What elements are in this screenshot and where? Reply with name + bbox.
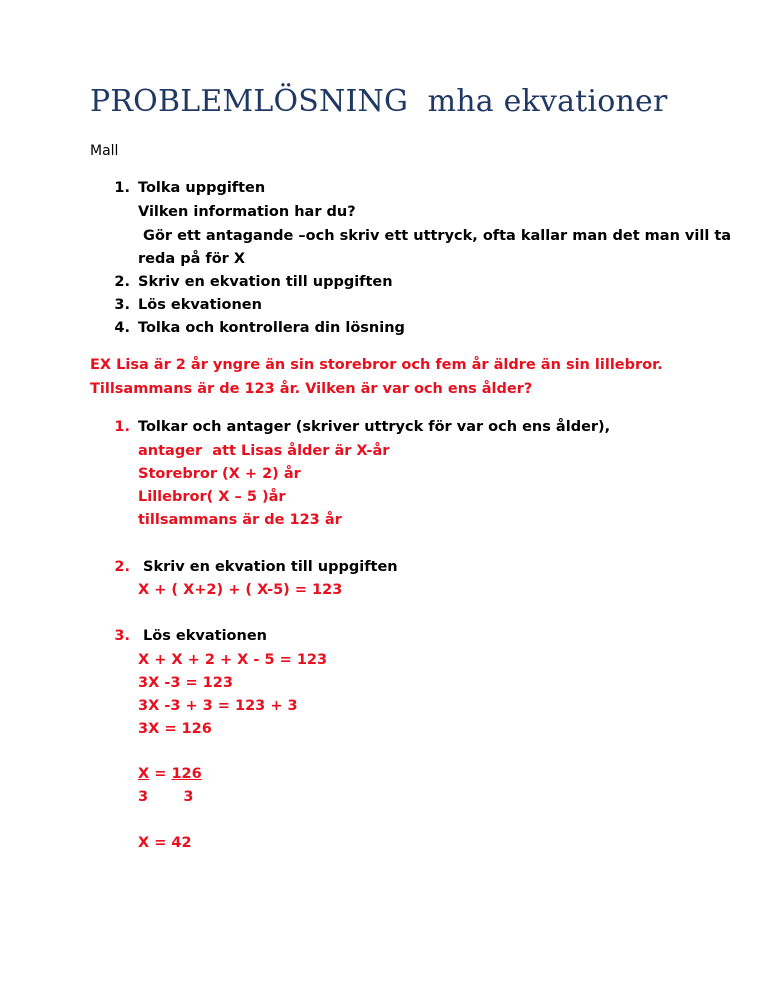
solution-line: antager att Lisas ålder är X-år: [138, 443, 390, 459]
step-number: 1.: [114, 180, 130, 196]
step-line: Skriv en ekvation till uppgiften: [138, 274, 393, 290]
subtitle-mall: Mall: [90, 143, 119, 159]
example-line: EX Lisa är 2 år yngre än sin storebror och fem år äldre än sin lillebror.: [90, 357, 663, 373]
fraction-numerator: [138, 766, 202, 782]
solution-line: X + X + 2 + X - 5 = 123: [138, 652, 328, 668]
step-line: Gör ett antagande –och skriv ett uttryck, ofta kallar man det man vill ta: [138, 228, 732, 244]
fraction-equals: =: [149, 766, 172, 782]
step-number: 3.: [114, 297, 130, 313]
step-number: 4.: [114, 320, 130, 336]
step-line: Vilken information har du?: [138, 204, 356, 220]
solution-step-number: 3.: [114, 628, 130, 644]
solution-line: tillsammans är de 123 år: [138, 512, 342, 528]
page-title: PROBLEMLÖSNING mha ekvationer: [90, 84, 668, 119]
solution-step-number: 2.: [114, 559, 130, 575]
solution-line: 3X = 126: [138, 721, 212, 737]
equation: X + ( X+2) + ( X-5) = 123: [138, 582, 343, 598]
solution-step-heading: Tolkar och antager (skriver uttryck för var och ens ålder),: [138, 419, 611, 435]
solution-line: Lillebror( X – 5 )år: [138, 489, 286, 505]
fraction-denominator: 3 3: [138, 789, 194, 805]
step-line: Tolka uppgiften: [138, 180, 266, 196]
solution-line: Storebror (X + 2) år: [138, 466, 301, 482]
step-line: reda på för X: [138, 251, 246, 267]
solution-line: 3X -3 = 123: [138, 675, 233, 691]
step-number: 2.: [114, 274, 130, 290]
example-line: Tillsammans är de 123 år. Vilken är var och ens ålder?: [90, 381, 533, 397]
solution-step-heading: Lös ekvationen: [138, 628, 267, 644]
fraction-left-numerator: X: [138, 766, 150, 782]
fraction-right-numerator: 126: [171, 766, 202, 782]
solution-line: 3X -3 + 3 = 123 + 3: [138, 698, 298, 714]
step-line: Tolka och kontrollera din lösning: [138, 320, 405, 336]
solution-step-number: 1.: [114, 419, 130, 435]
solution-step-heading: Skriv en ekvation till uppgiften: [138, 559, 398, 575]
step-line: Lös ekvationen: [138, 297, 262, 313]
result: X = 42: [138, 835, 192, 851]
